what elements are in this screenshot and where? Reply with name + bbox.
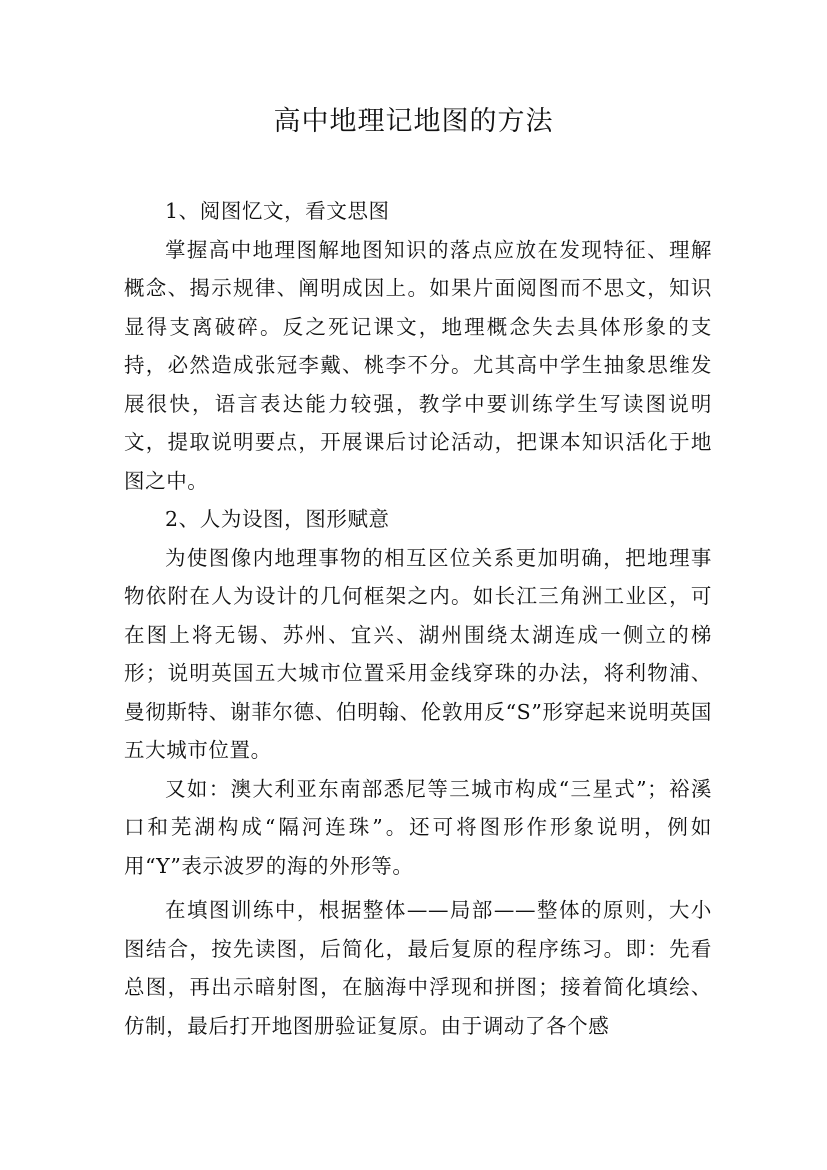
paragraph: 在填图训练中，根据整体——局部——整体的原则，大小图结合，按先读图，后简化，最后复原的程序练习。即：先看总图，再出示暗射图，在脑海中浮现和拼图；接着简化填绘、仿制，最后打开地图册验证复原。由于调动了各个感 [124,898,712,1038]
section-heading-2: 2、人为设图，图形赋意 [165,507,390,531]
paragraph: 又如：澳大利亚东南部悉尼等三城市构成“三星式”；裕溪口和芜湖构成“隔河连珠”。还可将图形作形象说明，例如用“Y”表示波罗的海的外形等。 [124,776,712,878]
document-body [124,192,712,1045]
section-heading-1: 1、阅图忆文，看文思图 [165,199,390,223]
document-title: 高中地理记地图的方法 [273,106,554,137]
paragraph: 掌握高中地理图解地图知识的落点应放在发现特征、理解概念、揭示规律、阐明成因上。如果片面阅图而不思文，知识显得支离破碎。反之死记课文，地理概念失去具体形象的支持，必然造成张冠李戴、桃李不分。尤其高中学生抽象思维发展很快，语言表达能力较强，教学中要训练学生写读图说明文，提取说明要点，开展课后讨论活动，把课本知识活化于地图之中。 [124,237,712,493]
paragraph: 为使图像内地理事物的相互区位关系更加明确，把地理事物依附在人为设计的几何框架之内。如长江三角洲工业区，可在图上将无锡、苏州、宜兴、湖州围绕太湖连成一侧立的梯形；说明英国五大城市位置采用金线穿珠的办法，将利物浦、曼彻斯特、谢菲尔德、伯明翰、伦敦用反“S”形穿起来说明英国五大城市位置。 [124,545,712,762]
